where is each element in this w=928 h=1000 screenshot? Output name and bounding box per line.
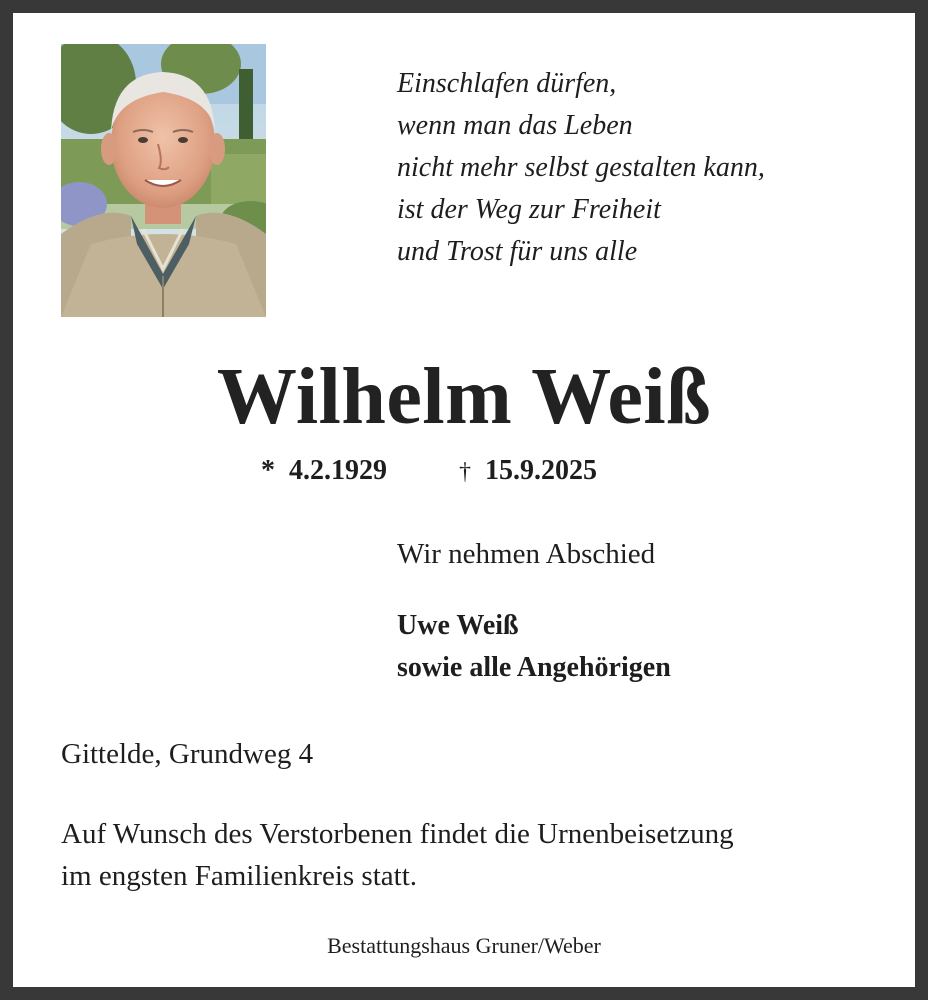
- poem-line: nicht mehr selbst gestalten kann,: [397, 152, 765, 183]
- deceased-name: Wilhelm Weiß: [216, 353, 712, 441]
- poem-line: und Trost für uns alle: [397, 236, 638, 267]
- death-group: [459, 453, 597, 490]
- burial-notice: [61, 813, 734, 897]
- birth-star-icon: *: [261, 455, 275, 486]
- portrait-illustration: [61, 44, 266, 317]
- poem: [397, 63, 917, 273]
- portrait-photo: [61, 44, 266, 317]
- mourner-line: Uwe Weiß: [397, 610, 519, 641]
- poem-line: wenn man das Leben: [397, 110, 633, 141]
- birth-date: 4.2.1929: [289, 455, 387, 486]
- life-dates: [261, 453, 597, 490]
- farewell-text: Wir nehmen Abschied: [397, 538, 656, 570]
- death-cross-icon: †: [459, 459, 471, 485]
- poem-line: ist der Weg zur Freiheit: [397, 194, 661, 225]
- notice-line: im engsten Familienkreis statt.: [61, 860, 418, 892]
- undertaker: Bestattungshaus Gruner/Weber: [327, 933, 601, 958]
- mourners: [397, 605, 671, 689]
- poem-line: Einschlafen dürfen,: [397, 68, 617, 99]
- address: Gittelde, Grundweg 4: [61, 738, 314, 770]
- death-date: 15.9.2025: [485, 455, 597, 486]
- notice-line: Auf Wunsch des Verstorbenen findet die Urnenbeisetzung: [61, 818, 734, 850]
- mourner-line: sowie alle Angehörigen: [397, 652, 671, 683]
